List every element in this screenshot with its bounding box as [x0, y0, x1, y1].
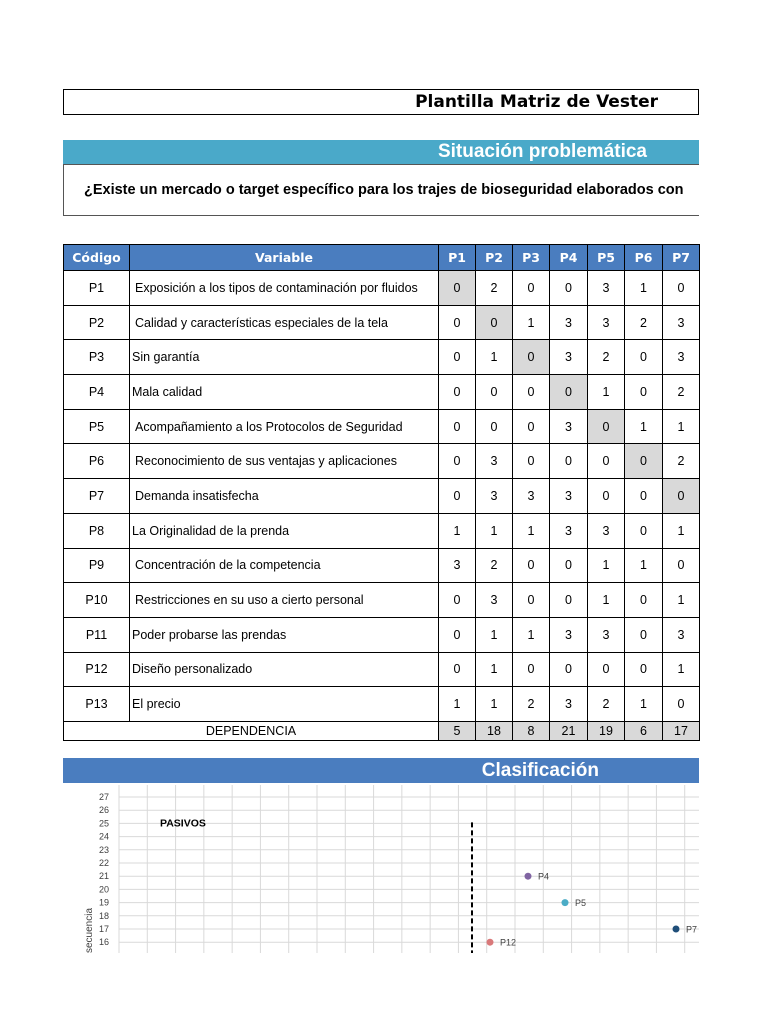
classification-label: Clasificación	[481, 759, 599, 781]
matrix-cell: 0	[439, 444, 476, 479]
matrix-cell: 3	[476, 583, 513, 618]
situation-header	[63, 140, 699, 164]
matrix-cell: 0	[513, 652, 550, 687]
row-code: P2	[64, 305, 130, 340]
row-code: P9	[64, 548, 130, 583]
dependency-value: 18	[476, 721, 513, 740]
row-code: P3	[64, 340, 130, 375]
y-tick-label: 20	[98, 884, 109, 895]
matrix-cell: 0	[588, 409, 625, 444]
table-row	[64, 340, 700, 375]
matrix-cell: 1	[476, 340, 513, 375]
dependency-value: 5	[439, 721, 476, 740]
matrix-cell: 1	[476, 513, 513, 548]
data-label-p4: P4	[538, 871, 550, 882]
matrix-cell: 0	[625, 583, 663, 618]
matrix-cell: 0	[439, 583, 476, 618]
matrix-cell: 0	[625, 617, 663, 652]
matrix-cell: 2	[663, 375, 700, 410]
matrix-cell: 0	[439, 479, 476, 514]
row-code: P12	[64, 652, 130, 687]
matrix-cell: 0	[625, 375, 663, 410]
matrix-cell: 3	[550, 687, 588, 722]
table-row	[64, 375, 700, 410]
matrix-cell: 0	[663, 479, 700, 514]
dependency-value: 8	[513, 721, 550, 740]
matrix-cell: 0	[439, 271, 476, 306]
row-code: P8	[64, 513, 130, 548]
matrix-cell: 1	[476, 617, 513, 652]
column-header-2: P1	[439, 245, 476, 271]
row-code: P13	[64, 687, 130, 722]
chart-svg	[63, 785, 699, 953]
matrix-cell: 0	[513, 340, 550, 375]
matrix-cell: 1	[663, 583, 700, 618]
matrix-cell: 0	[476, 375, 513, 410]
matrix-cell: 3	[439, 548, 476, 583]
matrix-cell: 0	[476, 305, 513, 340]
matrix-cell: 3	[476, 444, 513, 479]
column-header-6: P5	[588, 245, 625, 271]
matrix-cell: 0	[513, 409, 550, 444]
y-tick-label: 24	[98, 831, 109, 842]
row-code: P10	[64, 583, 130, 618]
matrix-cell: 3	[550, 409, 588, 444]
matrix-cell: 1	[663, 652, 700, 687]
dependency-label: DEPENDENCIA	[64, 721, 439, 740]
matrix-cell: 0	[588, 479, 625, 514]
matrix-cell: 1	[513, 305, 550, 340]
matrix-cell: 3	[588, 305, 625, 340]
matrix-cell: 3	[550, 340, 588, 375]
matrix-cell: 1	[625, 409, 663, 444]
matrix-cell: 1	[625, 687, 663, 722]
problem-question: ¿Existe un mercado o target específico para los trajes de bioseguridad elaborados con	[84, 182, 684, 198]
row-variable: Concentración de la competencia	[130, 548, 439, 583]
row-code: P7	[64, 479, 130, 514]
matrix-cell: 0	[663, 548, 700, 583]
row-variable: La Originalidad de la prenda	[130, 513, 439, 548]
matrix-cell: 1	[663, 409, 700, 444]
row-variable: Mala calidad	[130, 375, 439, 410]
matrix-cell: 0	[513, 583, 550, 618]
y-tick-label: 17	[98, 924, 109, 934]
matrix-cell: 1	[513, 617, 550, 652]
data-label-p12: P12	[500, 937, 517, 948]
situation-label: Situación problemática	[437, 141, 647, 162]
matrix-cell: 2	[588, 687, 625, 722]
matrix-cell: 0	[476, 409, 513, 444]
row-code: P4	[64, 375, 130, 410]
row-variable: Acompañamiento a los Protocolos de Seguridad	[130, 409, 439, 444]
matrix-cell: 0	[439, 409, 476, 444]
column-header-3: P2	[476, 245, 513, 271]
matrix-cell: 0	[439, 617, 476, 652]
matrix-cell: 3	[550, 305, 588, 340]
column-header-0: Código	[64, 245, 130, 271]
matrix-cell: 0	[439, 305, 476, 340]
matrix-cell: 1	[588, 548, 625, 583]
vester-matrix-table	[63, 244, 700, 741]
row-variable: Restricciones en su uso a cierto personal	[130, 583, 439, 618]
data-point-p4	[525, 873, 532, 880]
y-axis-label: secuencia	[84, 907, 95, 953]
row-variable: Reconocimiento de sus ventajas y aplicaciones	[130, 444, 439, 479]
matrix-cell: 0	[513, 375, 550, 410]
template-title-box	[63, 89, 699, 115]
matrix-cell: 1	[588, 583, 625, 618]
matrix-cell: 1	[513, 513, 550, 548]
problem-question-box	[63, 164, 699, 216]
matrix-cell: 2	[663, 444, 700, 479]
matrix-cell: 3	[550, 479, 588, 514]
table-row	[64, 479, 700, 514]
data-label-p5: P5	[575, 898, 587, 909]
matrix-cell: 0	[550, 652, 588, 687]
row-variable: Demanda insatisfecha	[130, 479, 439, 514]
matrix-cell: 3	[663, 617, 700, 652]
matrix-cell: 0	[625, 444, 663, 479]
matrix-cell: 0	[439, 652, 476, 687]
data-label-p7: P7	[686, 924, 698, 935]
row-variable: Sin garantía	[130, 340, 439, 375]
table-row	[64, 687, 700, 722]
y-tick-label: 23	[98, 844, 109, 855]
classification-chart	[63, 785, 699, 953]
matrix-cell: 2	[513, 687, 550, 722]
y-tick-label: 16	[98, 937, 109, 948]
y-tick-label: 27	[98, 792, 109, 802]
y-tick-label: 21	[98, 871, 109, 882]
matrix-cell: 1	[588, 375, 625, 410]
matrix-cell: 1	[625, 271, 663, 306]
matrix-cell: 0	[550, 548, 588, 583]
matrix-cell: 3	[588, 271, 625, 306]
dependency-value: 6	[625, 721, 663, 740]
matrix-cell: 3	[476, 479, 513, 514]
matrix-cell: 3	[663, 340, 700, 375]
matrix-cell: 2	[588, 340, 625, 375]
table-row	[64, 583, 700, 618]
table-row	[64, 444, 700, 479]
data-point-p12	[487, 939, 494, 946]
matrix-cell: 3	[550, 617, 588, 652]
matrix-cell: 3	[663, 305, 700, 340]
matrix-cell: 0	[588, 652, 625, 687]
matrix-cell: 0	[439, 340, 476, 375]
matrix-cell: 0	[550, 444, 588, 479]
column-header-1: Variable	[130, 245, 439, 271]
y-tick-label: 25	[98, 818, 109, 829]
table-row	[64, 652, 700, 687]
dependency-value: 21	[550, 721, 588, 740]
dependency-value: 19	[588, 721, 625, 740]
table-row	[64, 409, 700, 444]
template-title: Plantilla Matriz de Vester	[415, 92, 658, 112]
matrix-cell: 0	[588, 444, 625, 479]
y-tick-label: 22	[98, 858, 109, 868]
matrix-cell: 0	[513, 271, 550, 306]
matrix-cell: 1	[663, 513, 700, 548]
matrix-cell: 3	[588, 513, 625, 548]
matrix-cell: 2	[476, 271, 513, 306]
matrix-cell: 0	[550, 583, 588, 618]
row-code: P1	[64, 271, 130, 306]
matrix-cell: 0	[439, 375, 476, 410]
matrix-cell: 0	[625, 513, 663, 548]
table-row	[64, 513, 700, 548]
table-row	[64, 271, 700, 306]
matrix-cell: 3	[550, 513, 588, 548]
row-code: P5	[64, 409, 130, 444]
matrix-cell: 0	[550, 375, 588, 410]
table-header-row	[64, 245, 700, 271]
matrix-cell: 1	[625, 548, 663, 583]
row-variable: Calidad y características especiales de la tela	[130, 305, 439, 340]
column-header-4: P3	[513, 245, 550, 271]
dependency-value: 17	[663, 721, 700, 740]
matrix-cell: 1	[476, 652, 513, 687]
table-row	[64, 548, 700, 583]
matrix-cell: 2	[625, 305, 663, 340]
matrix-cell: 3	[588, 617, 625, 652]
matrix-cell: 0	[663, 271, 700, 306]
y-tick-label: 18	[98, 910, 109, 921]
y-tick-label: 19	[98, 897, 109, 908]
y-tick-label: 26	[98, 805, 109, 816]
matrix-cell: 1	[439, 687, 476, 722]
matrix-cell: 2	[476, 548, 513, 583]
row-code: P11	[64, 617, 130, 652]
matrix-cell: 0	[663, 687, 700, 722]
dependency-row	[64, 721, 700, 740]
matrix-cell: 3	[513, 479, 550, 514]
classification-header	[63, 758, 699, 783]
column-header-5: P4	[550, 245, 588, 271]
column-header-7: P6	[625, 245, 663, 271]
table-row	[64, 305, 700, 340]
row-variable: Poder probarse las prendas	[130, 617, 439, 652]
matrix-cell: 0	[625, 340, 663, 375]
data-point-p5	[562, 899, 569, 906]
data-point-p7	[673, 926, 680, 933]
matrix-cell: 0	[513, 444, 550, 479]
matrix-cell: 0	[625, 652, 663, 687]
row-variable: Diseño personalizado	[130, 652, 439, 687]
row-code: P6	[64, 444, 130, 479]
row-variable: Exposición a los tipos de contaminación por fluidos	[130, 271, 439, 306]
quadrant-label-pasivos: PASIVOS	[160, 817, 206, 830]
row-variable: El precio	[130, 687, 439, 722]
matrix-cell: 0	[550, 271, 588, 306]
matrix-cell: 0	[513, 548, 550, 583]
table-row	[64, 617, 700, 652]
matrix-cell: 0	[625, 479, 663, 514]
matrix-cell: 1	[476, 687, 513, 722]
matrix-cell: 1	[439, 513, 476, 548]
column-header-8: P7	[663, 245, 700, 271]
